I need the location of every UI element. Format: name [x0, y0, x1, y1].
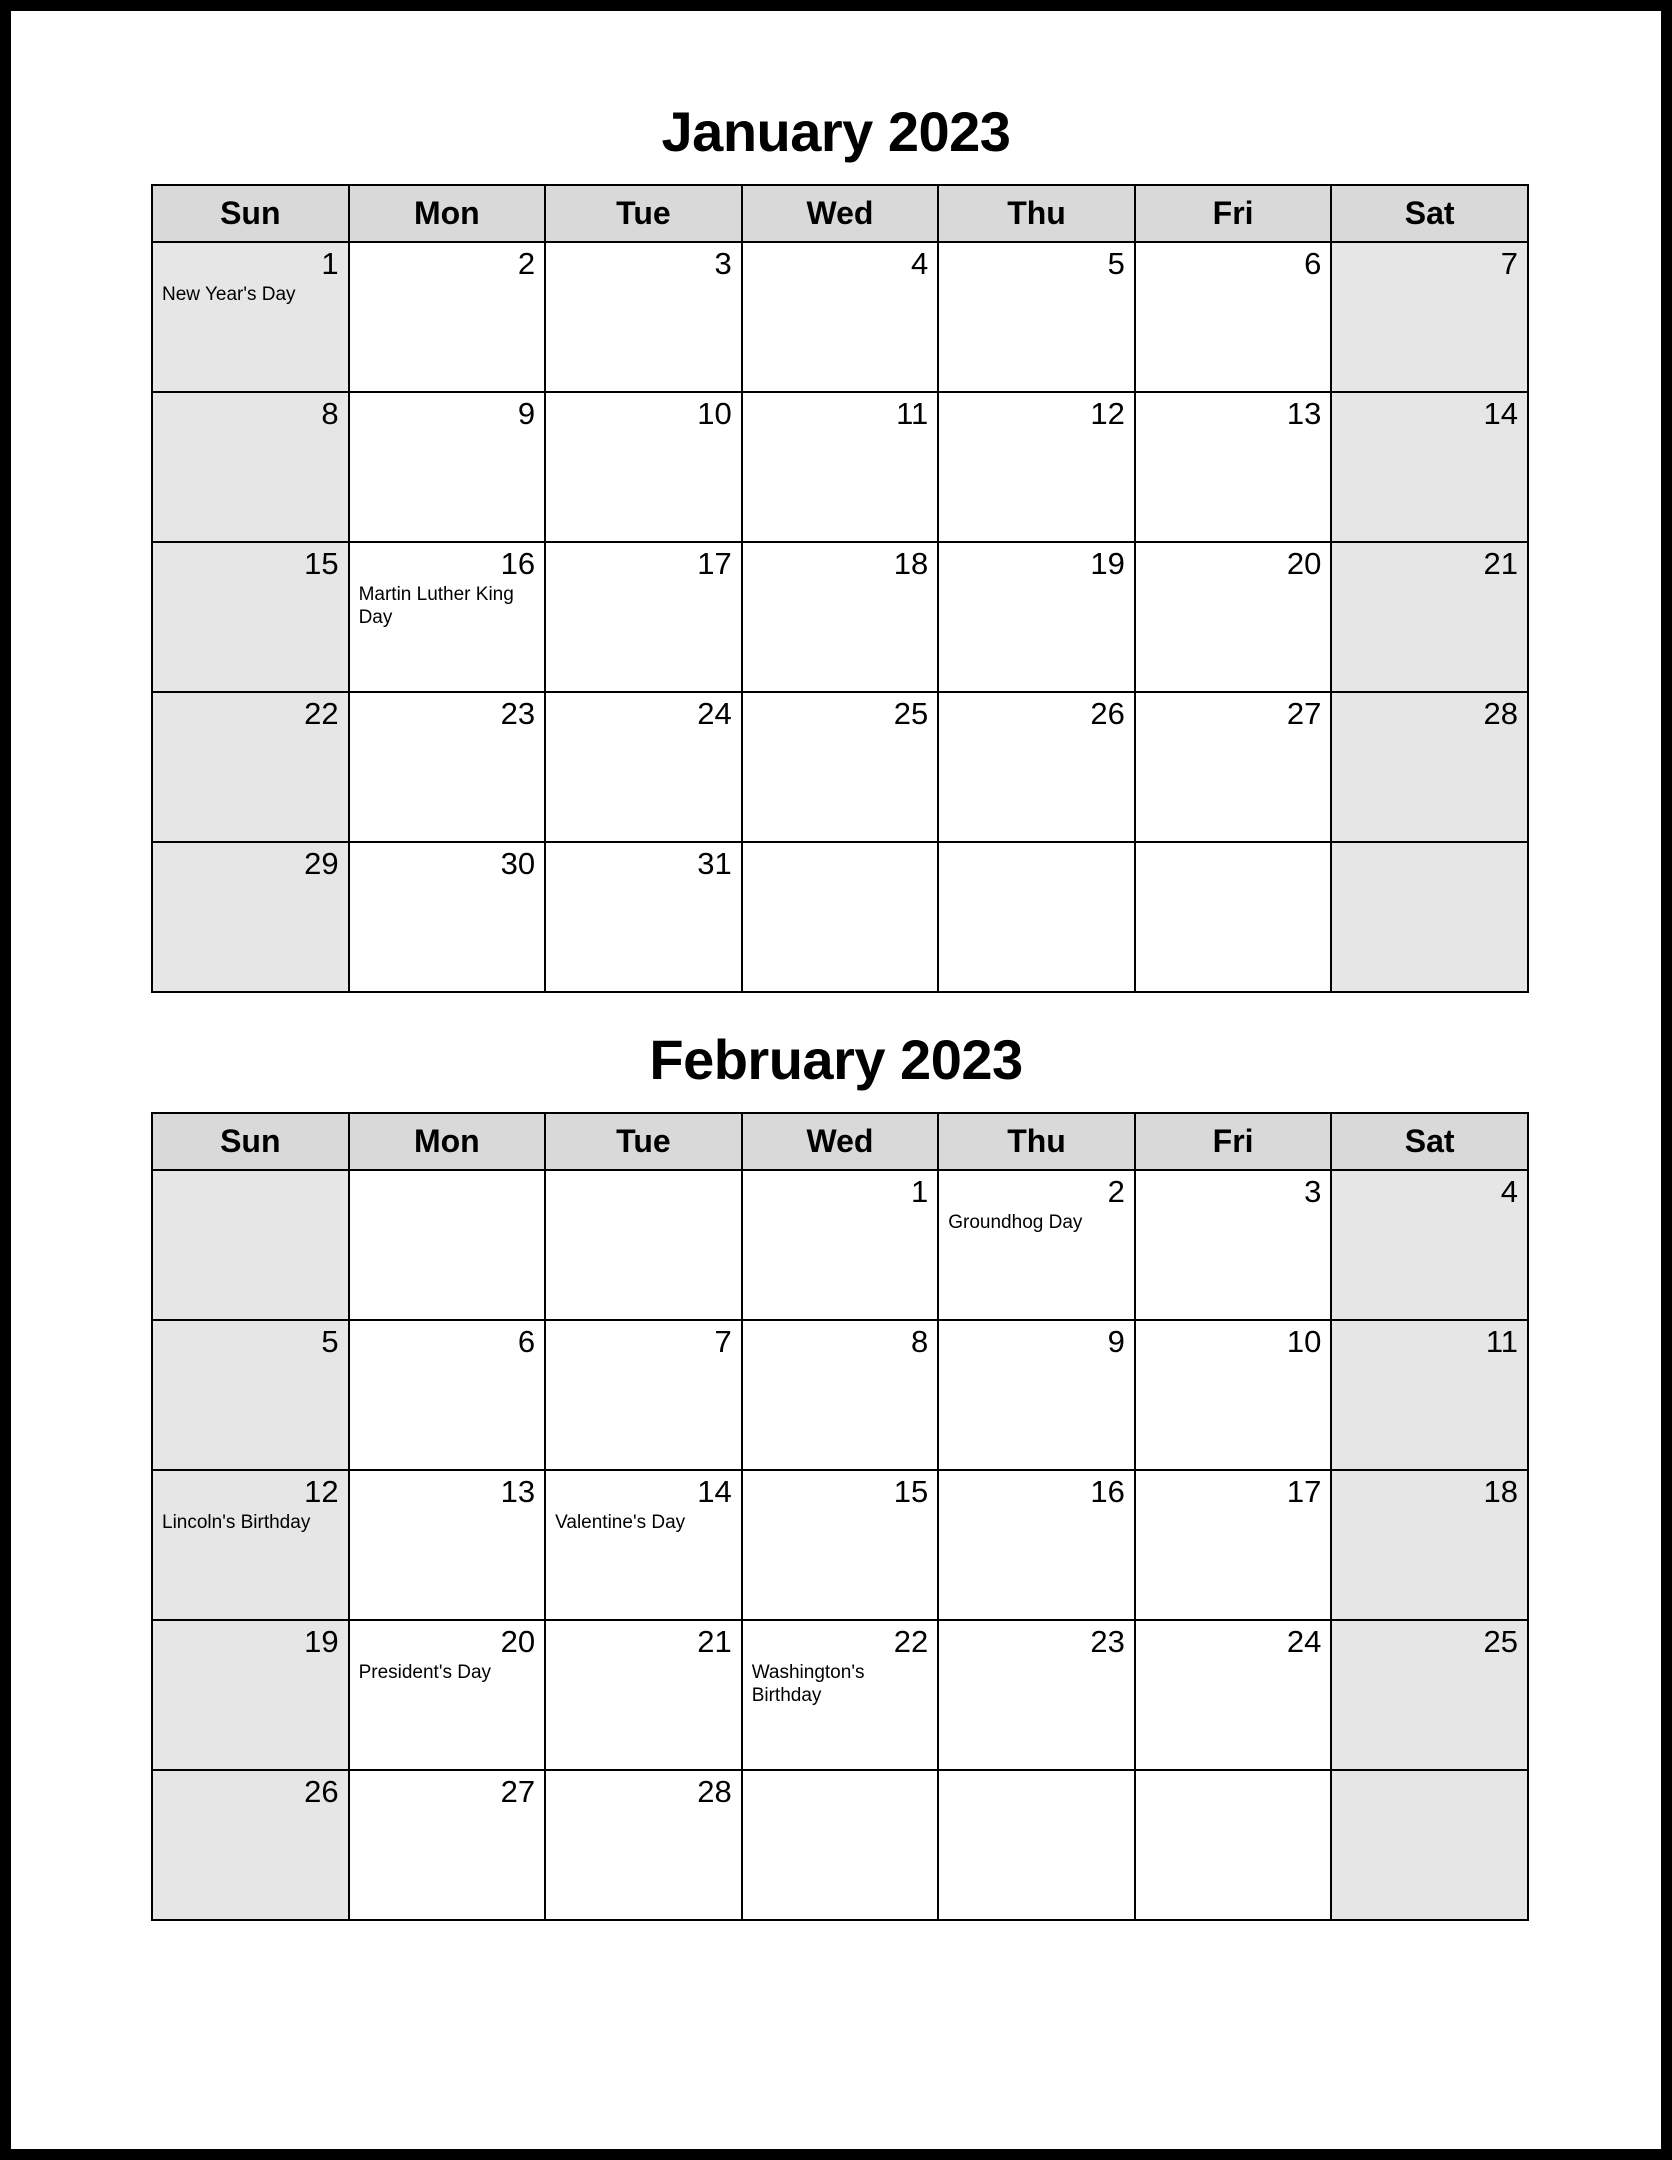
day-number: 15	[304, 545, 339, 581]
calendar-day-cell[interactable]	[1331, 392, 1528, 542]
day-number: 1	[911, 1173, 929, 1209]
day-number: 19	[1090, 545, 1125, 581]
day-number: 16	[500, 545, 536, 581]
calendar-day-cell[interactable]	[349, 1770, 546, 1920]
day-number: 20	[1286, 545, 1322, 581]
calendar-day-cell[interactable]	[742, 542, 939, 692]
calendar-day-cell[interactable]	[152, 1620, 349, 1770]
calendar-day-cell[interactable]	[742, 1770, 939, 1920]
calendar-day-cell[interactable]	[545, 692, 742, 842]
calendar-day-cell[interactable]	[545, 1620, 742, 1770]
calendar-day-cell[interactable]	[1135, 1620, 1332, 1770]
day-number: 14	[697, 1473, 732, 1509]
weekday-header-wed: Wed	[742, 1113, 939, 1170]
calendar-week-row	[152, 1320, 1528, 1470]
day-number: 8	[911, 1323, 929, 1359]
calendar-day-cell[interactable]	[938, 692, 1135, 842]
calendar-day-cell[interactable]	[545, 1770, 742, 1920]
weekday-header-thu: Thu	[938, 185, 1135, 242]
calendar-day-cell[interactable]	[152, 1170, 349, 1320]
day-number: 18	[1483, 1473, 1518, 1509]
calendar-day-cell[interactable]	[1135, 692, 1332, 842]
calendar-day-cell[interactable]	[742, 1170, 939, 1320]
calendar-day-cell[interactable]	[152, 392, 349, 542]
day-number: 31	[697, 845, 732, 881]
weekday-header-wed: Wed	[742, 185, 939, 242]
day-number: 1	[321, 245, 339, 281]
day-number: 15	[893, 1473, 929, 1509]
calendar-day-cell[interactable]	[938, 1320, 1135, 1470]
day-number: 24	[697, 695, 732, 731]
day-number: 9	[1107, 1323, 1125, 1359]
calendar-day-cell[interactable]	[742, 242, 939, 392]
calendar-day-cell[interactable]	[1135, 1170, 1332, 1320]
calendar-day-cell[interactable]	[349, 392, 546, 542]
weekday-header-row	[152, 185, 1528, 242]
calendar-day-cell[interactable]	[938, 392, 1135, 542]
day-number: 13	[1286, 395, 1322, 431]
calendar-day-cell[interactable]	[742, 1470, 939, 1620]
calendar-day-cell[interactable]	[1331, 542, 1528, 692]
day-number: 26	[1090, 695, 1125, 731]
calendar-day-cell[interactable]	[545, 1320, 742, 1470]
calendar-day-cell[interactable]	[545, 842, 742, 992]
day-number: 4	[911, 245, 929, 281]
day-number: 27	[1286, 695, 1322, 731]
day-number: 10	[697, 395, 732, 431]
day-number: 28	[697, 1773, 732, 1809]
calendar-day-cell[interactable]	[742, 392, 939, 542]
day-number: 5	[1107, 245, 1125, 281]
weekday-header-tue: Tue	[545, 185, 742, 242]
day-number: 11	[896, 395, 929, 431]
calendar-day-cell[interactable]	[545, 542, 742, 692]
calendar-day-cell[interactable]	[938, 1470, 1135, 1620]
weekday-header-mon: Mon	[349, 185, 546, 242]
weekday-header-sun: Sun	[152, 185, 349, 242]
day-number: 9	[517, 395, 536, 431]
calendar-day-cell[interactable]	[545, 1170, 742, 1320]
weekday-header-row	[152, 1113, 1528, 1170]
calendar-day-cell[interactable]	[545, 392, 742, 542]
month-block-january	[151, 100, 1521, 993]
calendar-day-cell[interactable]	[152, 842, 349, 992]
day-number: 29	[304, 845, 339, 881]
calendar-day-cell[interactable]	[1331, 1320, 1528, 1470]
calendar-day-cell[interactable]	[349, 242, 546, 392]
day-number: 10	[1286, 1323, 1322, 1359]
day-number: 17	[1286, 1473, 1322, 1509]
day-event-label: New Year's Day	[162, 283, 296, 305]
day-number: 19	[304, 1623, 339, 1659]
day-number: 3	[1304, 1173, 1322, 1209]
weekday-header-sun: Sun	[152, 1113, 349, 1170]
calendar-day-cell[interactable]	[152, 692, 349, 842]
calendar-day-cell[interactable]	[349, 842, 546, 992]
day-number: 25	[893, 695, 929, 731]
calendar-day-cell[interactable]	[1135, 242, 1332, 392]
day-number: 21	[697, 1623, 732, 1659]
calendar-day-cell[interactable]	[152, 1320, 349, 1470]
calendar-day-cell[interactable]	[1331, 242, 1528, 392]
calendar-day-cell[interactable]	[1135, 1470, 1332, 1620]
calendar-body-february	[152, 1170, 1528, 1920]
day-number: 30	[500, 845, 536, 881]
day-number: 27	[500, 1773, 536, 1809]
calendar-week-row	[152, 1170, 1528, 1320]
day-number: 5	[321, 1323, 339, 1359]
day-number: 23	[500, 695, 536, 731]
calendar-week-row	[152, 1470, 1528, 1620]
calendar-day-cell[interactable]	[1135, 842, 1332, 992]
day-event-label: Lincoln's Birthday	[162, 1511, 311, 1533]
calendar-day-cell[interactable]	[742, 692, 939, 842]
day-number: 22	[893, 1623, 929, 1659]
day-number: 18	[893, 545, 929, 581]
day-number: 7	[714, 1323, 732, 1359]
calendar-day-cell[interactable]	[1331, 1470, 1528, 1620]
weekday-header-fri: Fri	[1135, 185, 1332, 242]
calendar-day-cell[interactable]	[742, 1620, 939, 1770]
calendar-week-row	[152, 392, 1528, 542]
calendar-day-cell[interactable]	[938, 1170, 1135, 1320]
page-content	[11, 11, 1661, 2149]
day-number: 11	[1485, 1323, 1518, 1359]
day-number: 2	[517, 245, 536, 281]
calendar-day-cell[interactable]	[938, 1620, 1135, 1770]
calendar-week-row	[152, 1620, 1528, 1770]
calendar-table-january	[151, 184, 1529, 993]
calendar-day-cell[interactable]	[1135, 1770, 1332, 1920]
month-title: February 2023	[649, 1027, 1023, 1091]
calendar-day-cell[interactable]	[152, 242, 349, 392]
calendar-day-cell[interactable]	[545, 242, 742, 392]
calendar-day-cell[interactable]	[1331, 1770, 1528, 1920]
calendar-day-cell[interactable]	[1331, 1170, 1528, 1320]
day-number: 2	[1107, 1173, 1125, 1209]
calendar-day-cell[interactable]	[349, 1620, 546, 1770]
day-event-label: Groundhog Day	[948, 1211, 1083, 1233]
calendar-day-cell[interactable]	[349, 1320, 546, 1470]
calendar-day-cell[interactable]	[938, 842, 1135, 992]
calendar-body-january	[152, 242, 1528, 992]
day-event-label: President's Day	[358, 1661, 492, 1683]
day-number: 25	[1483, 1623, 1518, 1659]
weekday-header-sat: Sat	[1331, 185, 1528, 242]
day-number: 13	[500, 1473, 536, 1509]
calendar-day-cell[interactable]	[938, 242, 1135, 392]
day-event-label: Washington's Birthday	[751, 1661, 865, 1706]
calendar-day-cell[interactable]	[1331, 842, 1528, 992]
calendar-day-cell[interactable]	[1135, 1320, 1332, 1470]
day-number: 6	[1304, 245, 1322, 281]
day-number: 28	[1483, 695, 1518, 731]
calendar-day-cell[interactable]	[152, 1470, 349, 1620]
day-number: 7	[1500, 245, 1518, 281]
calendar-day-cell[interactable]	[1135, 392, 1332, 542]
day-number: 16	[1090, 1473, 1125, 1509]
calendar-week-row	[152, 1770, 1528, 1920]
weekday-header-fri: Fri	[1135, 1113, 1332, 1170]
calendar-day-cell[interactable]	[545, 1470, 742, 1620]
month-title: January 2023	[661, 100, 1011, 163]
calendar-day-cell[interactable]	[349, 692, 546, 842]
day-number: 20	[500, 1623, 536, 1659]
day-number: 3	[714, 245, 732, 281]
day-number: 21	[1483, 545, 1518, 581]
calendar-week-row	[152, 242, 1528, 392]
weekday-header-tue: Tue	[545, 1113, 742, 1170]
month-spacer	[151, 993, 1521, 1031]
calendar-day-cell[interactable]	[349, 1470, 546, 1620]
calendar-day-cell[interactable]	[1331, 692, 1528, 842]
day-number: 12	[304, 1473, 339, 1509]
day-number: 23	[1090, 1623, 1125, 1659]
day-number: 4	[1500, 1173, 1518, 1209]
day-event-label: Valentine's Day	[555, 1511, 686, 1533]
month-block-february	[151, 1027, 1521, 1921]
calendar-week-row	[152, 842, 1528, 992]
day-number: 26	[304, 1773, 339, 1809]
calendar-day-cell[interactable]	[349, 542, 546, 692]
day-number: 22	[304, 695, 339, 731]
day-number: 12	[1090, 395, 1125, 431]
calendar-table-february	[151, 1112, 1529, 1921]
day-number: 14	[1483, 395, 1518, 431]
calendar-day-cell[interactable]	[938, 1770, 1135, 1920]
calendar-day-cell[interactable]	[1331, 1620, 1528, 1770]
weekday-header-mon: Mon	[349, 1113, 546, 1170]
day-number: 8	[321, 395, 339, 431]
weekday-header-sat: Sat	[1331, 1113, 1528, 1170]
calendar-day-cell[interactable]	[742, 842, 939, 992]
day-number: 17	[697, 545, 732, 581]
calendar-week-row	[152, 692, 1528, 842]
calendar-day-cell[interactable]	[1135, 542, 1332, 692]
calendar-day-cell[interactable]	[938, 542, 1135, 692]
day-number: 6	[517, 1323, 536, 1359]
day-number: 24	[1286, 1623, 1322, 1659]
calendar-day-cell[interactable]	[349, 1170, 546, 1320]
calendar-week-row	[152, 542, 1528, 692]
day-event-label: Martin Luther King Day	[358, 583, 514, 628]
calendar-day-cell[interactable]	[152, 542, 349, 692]
weekday-header-thu: Thu	[938, 1113, 1135, 1170]
calendar-day-cell[interactable]	[152, 1770, 349, 1920]
calendar-day-cell[interactable]	[742, 1320, 939, 1470]
